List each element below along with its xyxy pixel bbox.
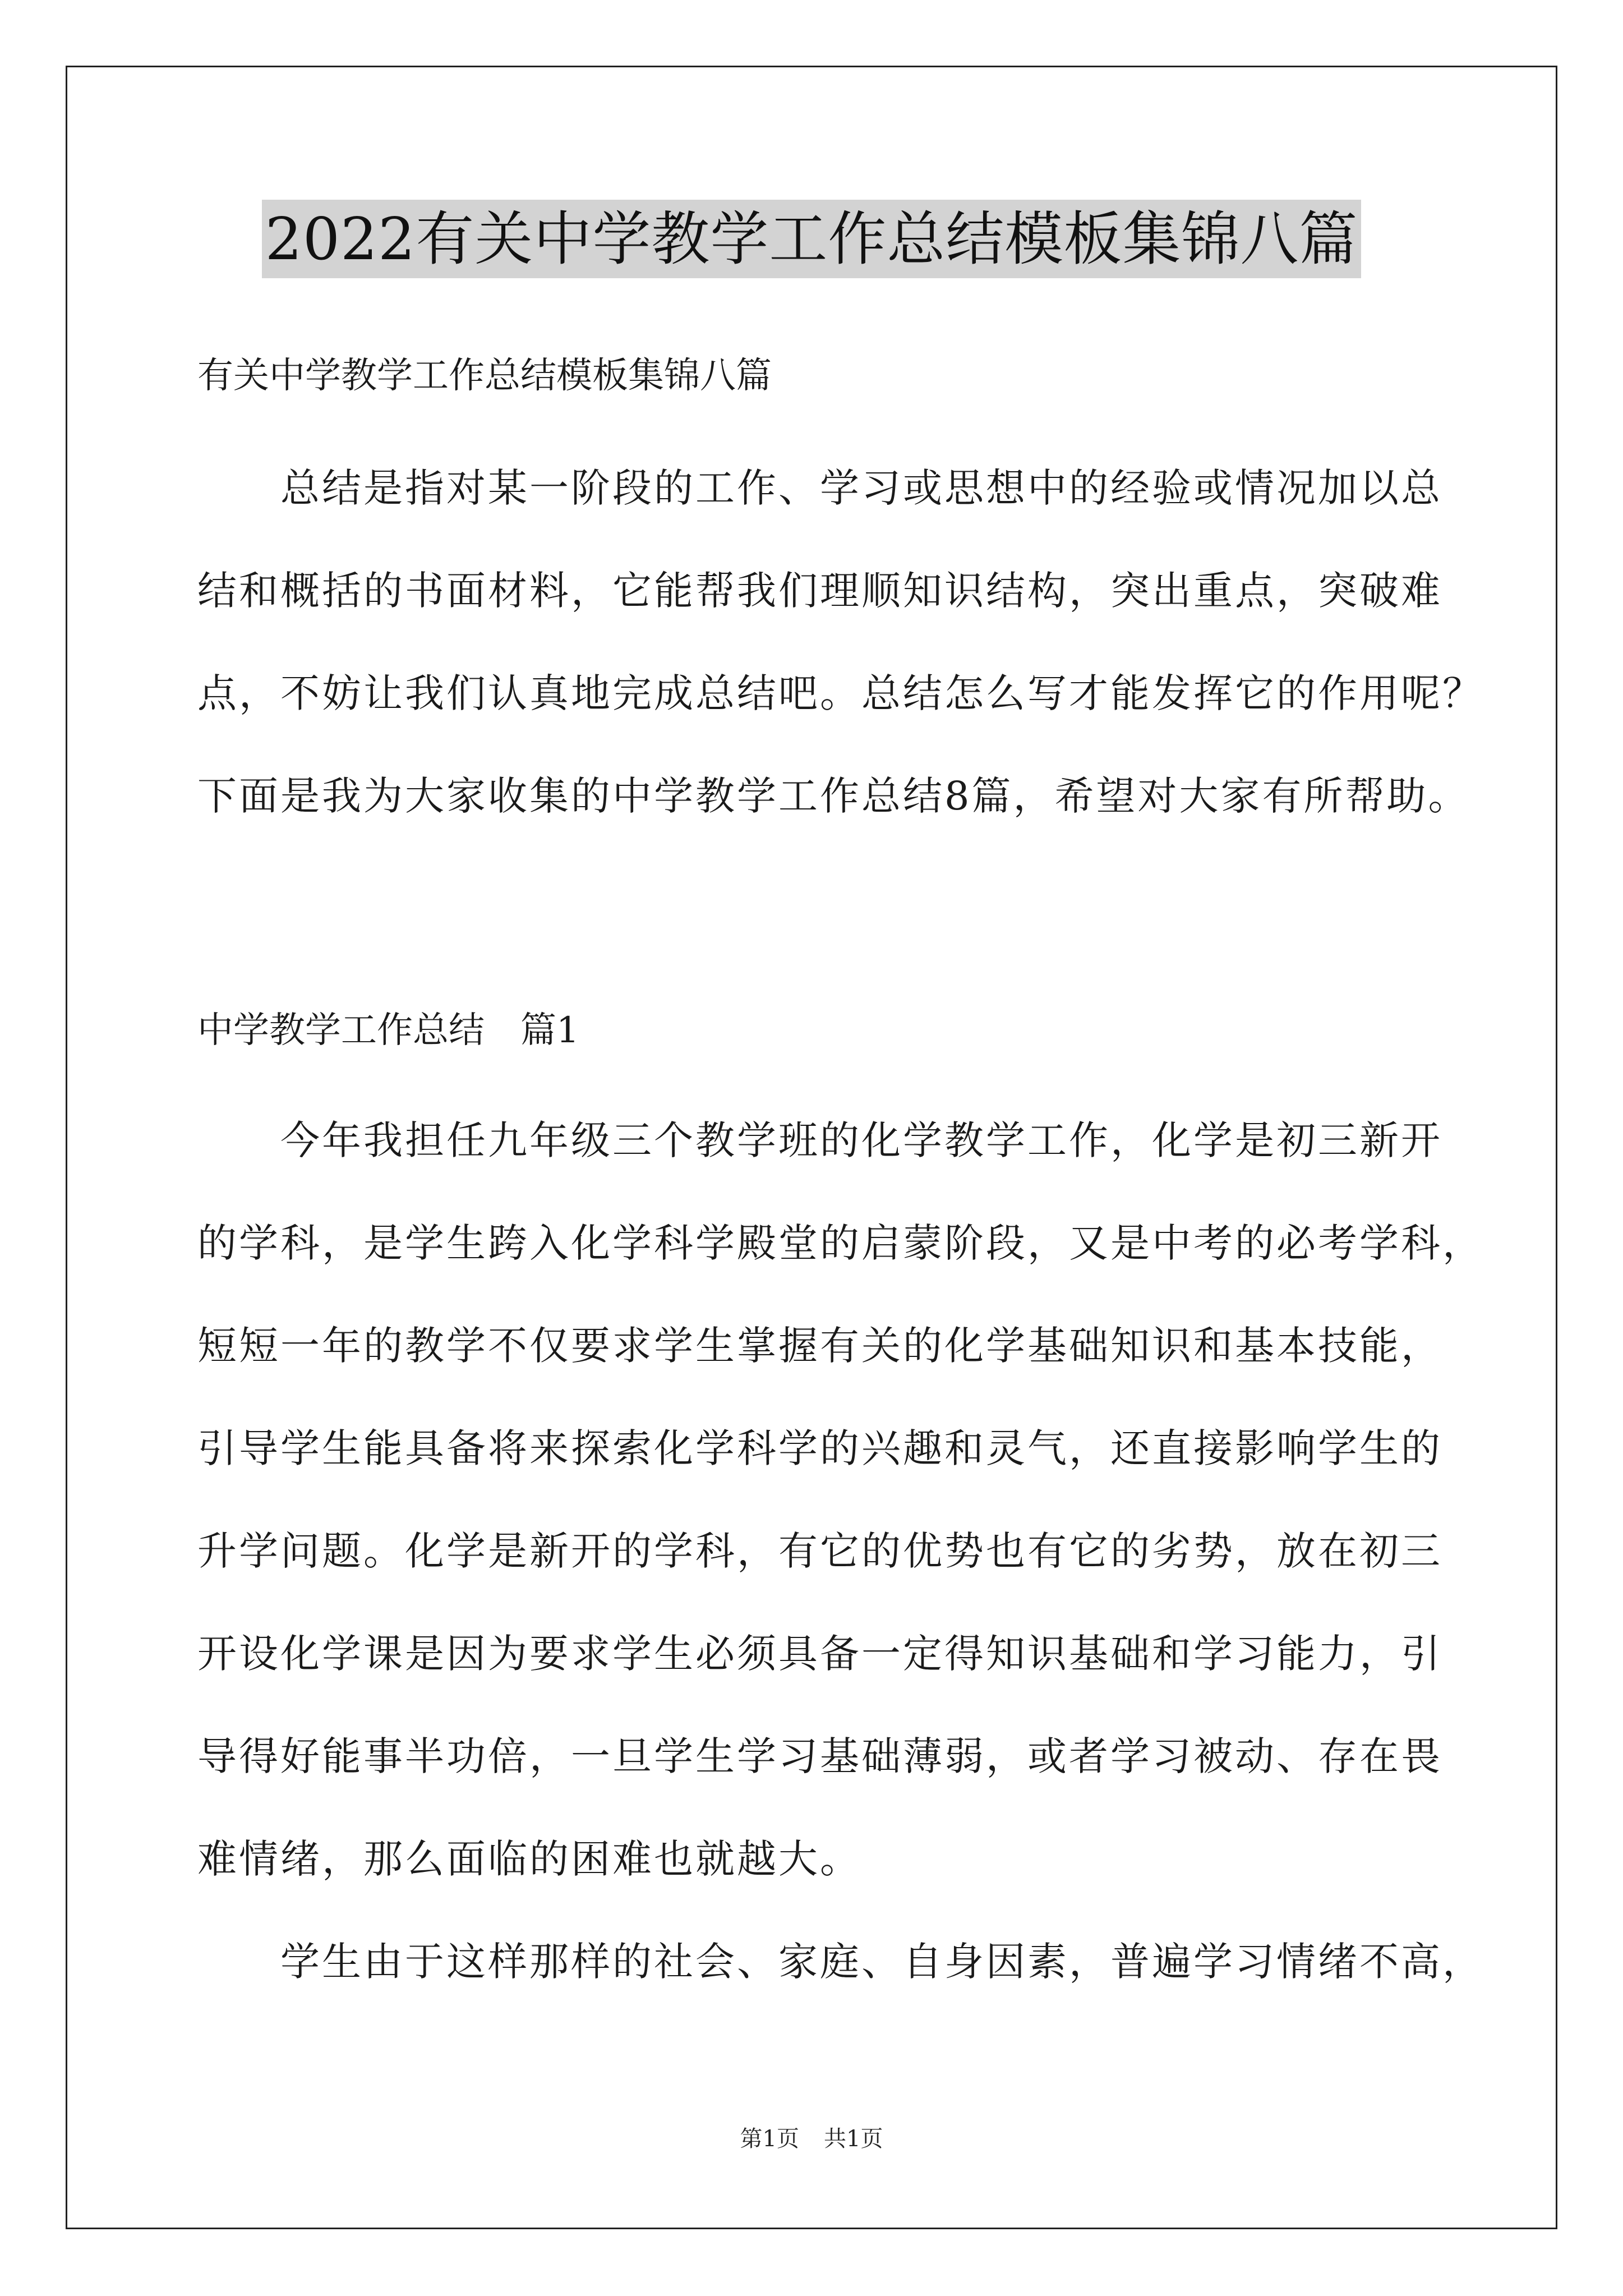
body-line: 引导学生能具备将来探索化学科学的兴趣和灵气，还直接影响学生的 — [197, 1425, 1442, 1471]
body-line: 的学科，是学生跨入化学科学殿堂的启蒙阶段，又是中考的必考学科， — [197, 1220, 1484, 1266]
intro-line: 结和概括的书面材料，它能帮我们理顺知识结构，突出重点，突破难 — [197, 568, 1442, 614]
intro-line: 点，不妨让我们认真地完成总结吧。总结怎么写才能发挥它的作用呢？ — [197, 670, 1484, 716]
intro-paragraph — [197, 463, 1484, 873]
body-line: 学生由于这样那样的社会、家庭、自身因素，普遍学习情绪不高， — [197, 1939, 1484, 1985]
document-title: 2022有关中学教学工作总结模板集锦八篇 — [262, 200, 1362, 278]
title-container — [0, 200, 1623, 278]
intro-line: 下面是我为大家收集的中学教学工作总结8篇，希望对大家有所帮助。 — [197, 773, 1470, 819]
section-heading: 中学教学工作总结 篇1 — [197, 1010, 579, 1051]
body-line: 升学问题。化学是新开的学科，有它的优势也有它的劣势，放在初三 — [197, 1528, 1442, 1574]
page-number-total: 共1页 — [824, 2126, 883, 2152]
body-line: 今年我担任九年级三个教学班的化学教学工作，化学是初三新开 — [197, 1117, 1442, 1163]
document-subtitle: 有关中学教学工作总结模板集锦八篇 — [197, 355, 772, 397]
intro-line: 总结是指对某一阶段的工作、学习或思想中的经验或情况加以总 — [197, 465, 1442, 511]
page-footer — [0, 2123, 1623, 2155]
body-line: 短短一年的教学不仅要求学生掌握有关的化学基础知识和基本技能， — [197, 1323, 1442, 1369]
body-paragraphs — [197, 1115, 1484, 2039]
body-line: 导得好能事半功倍，一旦学生学习基础薄弱，或者学习被动、存在畏 — [197, 1733, 1442, 1779]
page-number-current: 第1页 — [740, 2126, 799, 2152]
section-heading-block — [197, 1005, 1437, 1056]
body-line: 开设化学课是因为要求学生必须具备一定得知识基础和学习能力，引 — [197, 1631, 1442, 1677]
body-line: 难情绪，那么面临的困难也就越大。 — [197, 1836, 861, 1882]
subtitle-block — [197, 351, 1437, 401]
